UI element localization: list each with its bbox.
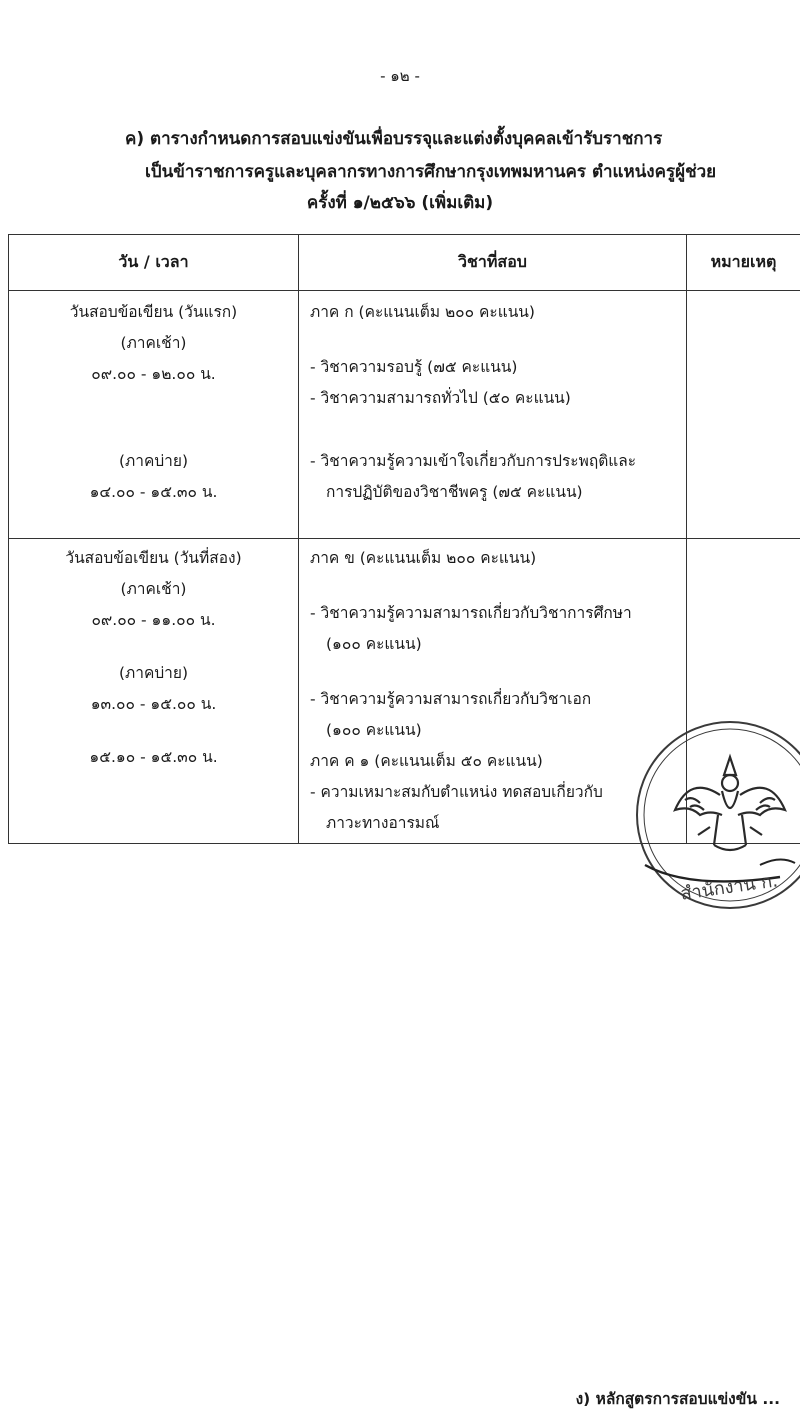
day1-remark-cell (687, 291, 800, 539)
day2-subject-1: - วิชาความรู้ความสามารถเกี่ยวกับวิชาการศึกษา (310, 604, 632, 622)
header-remark: หมายเหตุ (687, 235, 800, 291)
official-seal-icon (630, 715, 800, 915)
day1-morning-time: ๐๙.๐๐ - ๑๒.๐๐ น. (91, 365, 216, 383)
day2-date-cell (9, 539, 299, 844)
day2-part: ภาค ข (คะแนนเต็ม ๒๐๐ คะแนน) (310, 549, 537, 567)
table-row-day1 (9, 291, 800, 539)
day2-subject-1-cont: (๑๐๐ คะแนน) (326, 635, 422, 653)
day2-subject-2: - วิชาความรู้ความสามารถเกี่ยวกับวิชาเอก (310, 690, 592, 708)
day2-afternoon-label: (ภาคบ่าย) (118, 664, 188, 682)
day1-subject-3: - วิชาความรู้ความเข้าใจเกี่ยวกับการประพฤติและ (310, 452, 637, 470)
day1-morning-label: (ภาคเช้า) (120, 334, 187, 352)
seal-text: สำนักงาน ก. (679, 870, 780, 905)
day1-part: ภาค ก (คะแนนเต็ม ๒๐๐ คะแนน) (310, 303, 535, 321)
day1-afternoon-label: (ภาคบ่าย) (118, 452, 188, 470)
day1-subject-cell (299, 291, 687, 539)
title-line-1: ค) ตารางกำหนดการสอบแข่งขันเพื่อบรรจุและแต่งตั้งบุคคลเข้ารับราชการ (125, 129, 663, 149)
day1-date-cell (9, 291, 299, 539)
day1-afternoon-time: ๑๔.๐๐ - ๑๕.๓๐ น. (89, 483, 218, 501)
title-line-2: เป็นข้าราชการครูและบุคลากรทางการศึกษากรุงเทพมหานคร ตำแหน่งครูผู้ช่วย (145, 162, 717, 182)
day2-subject-2-cont: (๑๐๐ คะแนน) (326, 721, 422, 739)
day2-subject-cell (299, 539, 687, 844)
day2-subject-3-cont: ภาวะทางอารมณ์ (326, 814, 440, 832)
day2-part-2: ภาค ค ๑ (คะแนนเต็ม ๕๐ คะแนน) (310, 752, 543, 770)
day1-subject-2: - วิชาความสามารถทั่วไป (๕๐ คะแนน) (310, 389, 571, 407)
table-header-row (9, 235, 800, 291)
footer-note: ง) หลักสูตรการสอบแข่งขัน ... (575, 1390, 780, 1408)
header-subject: วิชาที่สอบ (299, 235, 687, 291)
page-number: - ๑๒ - (380, 67, 420, 85)
day2-late-time: ๑๕.๑๐ - ๑๕.๓๐ น. (89, 748, 218, 766)
day1-label: วันสอบข้อเขียน (วันแรก) (69, 303, 238, 321)
title-line-3: ครั้งที่ ๑/๒๕๖๖ (เพิ่มเติม) (306, 193, 494, 213)
header-date-time: วัน / เวลา (9, 235, 299, 291)
day2-morning-time: ๐๙.๐๐ - ๑๑.๐๐ น. (91, 611, 216, 629)
day2-morning-label: (ภาคเช้า) (120, 580, 187, 598)
day1-subject-1: - วิชาความรอบรู้ (๗๕ คะแนน) (310, 358, 518, 376)
day2-afternoon-time: ๑๓.๐๐ - ๑๕.๐๐ น. (90, 695, 217, 713)
day1-subject-3-cont: การปฏิบัติของวิชาชีพครู (๗๕ คะแนน) (326, 483, 583, 501)
day2-subject-3: - ความเหมาะสมกับตำแหน่ง ทดสอบเกี่ยวกับ (310, 783, 603, 801)
day2-label: วันสอบข้อเขียน (วันที่สอง) (65, 549, 242, 567)
